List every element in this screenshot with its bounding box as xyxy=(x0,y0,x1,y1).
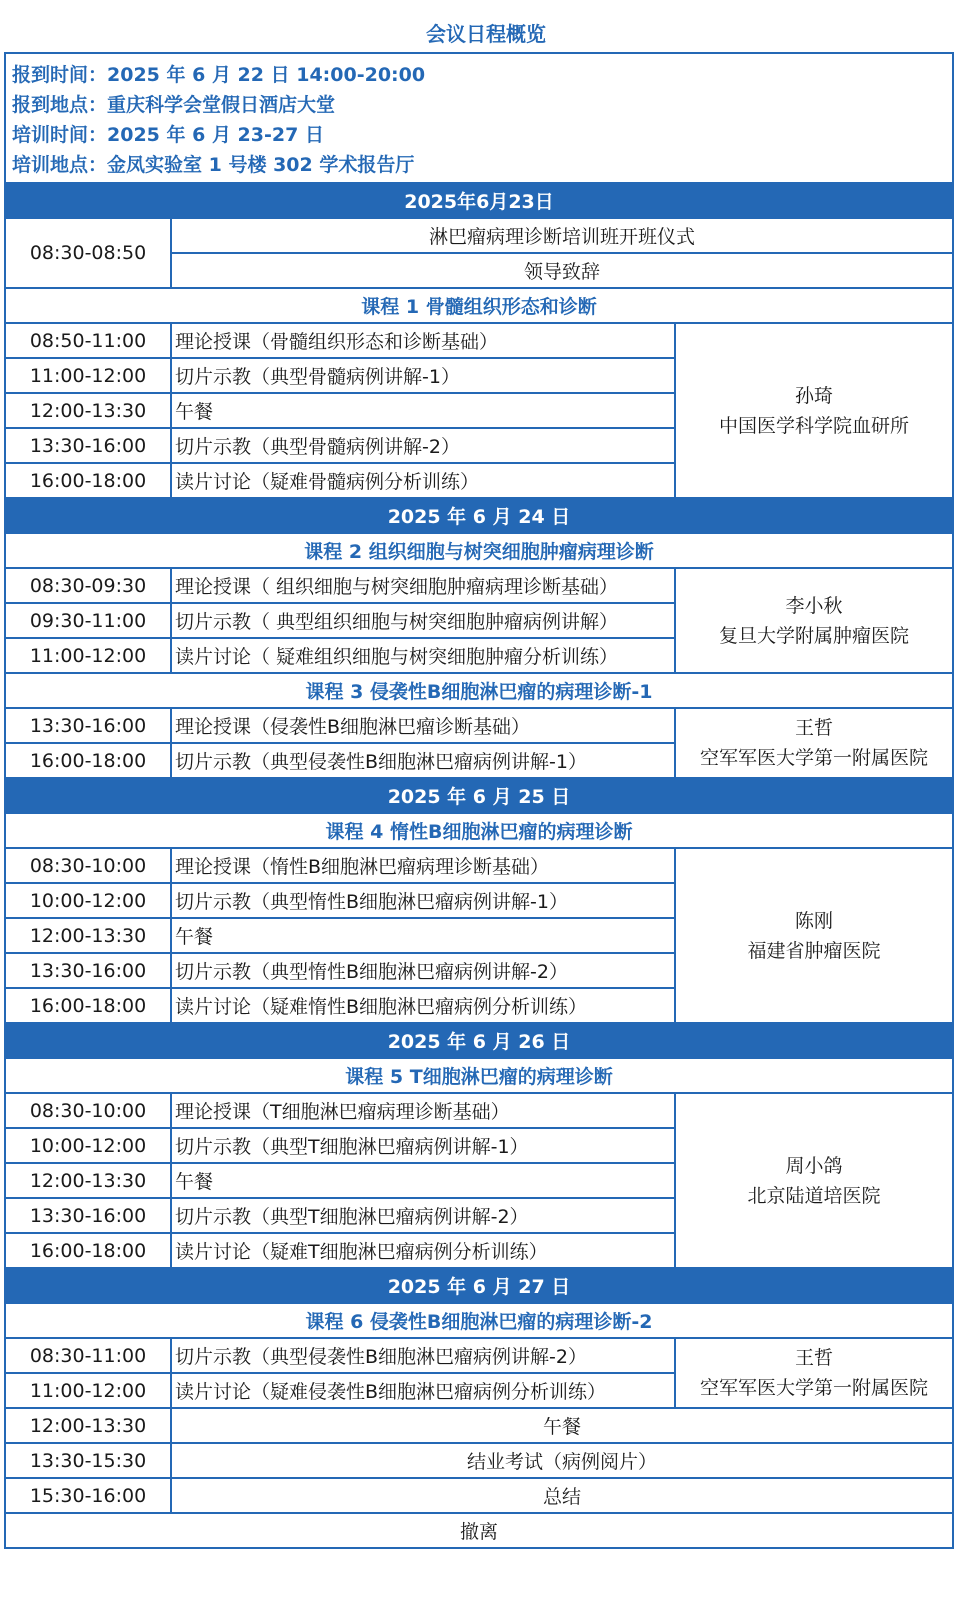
closing-row xyxy=(5,1513,953,1548)
checkin-location: 报到地点：重庆科学会堂假日酒店大堂 xyxy=(12,94,336,116)
time-cell: 13:30-16:00 xyxy=(5,1198,171,1233)
speaker-cell xyxy=(675,848,953,1023)
activity-cell: 读片讨论（ 疑难组织细胞与树突细胞肿瘤分析训练） xyxy=(171,638,675,673)
time-cell: 10:00-12:00 xyxy=(5,1128,171,1163)
course-row xyxy=(5,288,953,323)
schedule-row xyxy=(5,568,953,603)
activity-cell: 理论授课（侵袭性B细胞淋巴瘤诊断基础） xyxy=(171,708,675,743)
day-header: 2025 年 6 月 27 日 xyxy=(5,1268,953,1303)
day-header-row xyxy=(5,1023,953,1058)
activity-cell: 午餐 xyxy=(171,1163,675,1198)
time-cell: 16:00-18:00 xyxy=(5,988,171,1023)
activity-cell: 理论授课（骨髓组织形态和诊断基础） xyxy=(171,323,675,358)
schedule-row xyxy=(5,848,953,883)
speaker-name: 陈刚 xyxy=(795,909,834,932)
activity-cell: 午餐 xyxy=(171,918,675,953)
info-block xyxy=(5,53,953,183)
day-header-row xyxy=(5,778,953,813)
speaker-org: 北京陆道培医院 xyxy=(747,1184,881,1207)
activity-cell: 理论授课（T细胞淋巴瘤病理诊断基础） xyxy=(171,1093,675,1128)
time-cell: 12:00-13:30 xyxy=(5,393,171,428)
time-cell: 11:00-12:00 xyxy=(5,638,171,673)
time-cell: 13:30-16:00 xyxy=(5,428,171,463)
time-cell: 09:30-11:00 xyxy=(5,603,171,638)
day-header: 2025 年 6 月 24 日 xyxy=(5,498,953,533)
speaker-cell xyxy=(675,1338,953,1408)
schedule-row xyxy=(5,1478,953,1513)
schedule-row xyxy=(5,1093,953,1128)
schedule-row xyxy=(5,708,953,743)
day-header: 2025 年 6 月 26 日 xyxy=(5,1023,953,1058)
activity-cell: 切片示教（典型侵袭性B细胞淋巴瘤病例讲解-1） xyxy=(171,743,675,778)
speaker-name: 孙琦 xyxy=(795,384,834,407)
speaker-cell xyxy=(675,568,953,673)
schedule-row xyxy=(5,1408,953,1443)
time-cell: 13:30-16:00 xyxy=(5,953,171,988)
course-title: 课程 1 骨髓组织形态和诊断 xyxy=(5,288,953,323)
speaker-cell xyxy=(675,1093,953,1268)
course-row xyxy=(5,1303,953,1338)
speaker-org: 复旦大学附属肿瘤医院 xyxy=(719,624,910,647)
time-cell: 10:00-12:00 xyxy=(5,883,171,918)
activity-cell: 切片示教（典型惰性B细胞淋巴瘤病例讲解-1） xyxy=(171,883,675,918)
leader-speech: 领导致辞 xyxy=(171,253,953,288)
info-block-row xyxy=(5,53,953,183)
time-cell: 12:00-13:30 xyxy=(5,918,171,953)
schedule-table xyxy=(4,52,954,1549)
time-cell: 08:50-11:00 xyxy=(5,323,171,358)
time-cell: 08:30-08:50 xyxy=(5,218,171,288)
checkin-time: 报到时间：2025 年 6 月 22 日 14:00-20:00 xyxy=(12,64,426,86)
speaker-org: 空军军医大学第一附属医院 xyxy=(700,747,929,769)
speaker-cell xyxy=(675,323,953,498)
activity-cell: 切片示教（典型骨髓病例讲解-2） xyxy=(171,428,675,463)
activity-cell: 切片示教（典型T细胞淋巴瘤病例讲解-1） xyxy=(171,1128,675,1163)
course-row xyxy=(5,813,953,848)
course-row xyxy=(5,533,953,568)
speaker-org: 空军军医大学第一附属医院 xyxy=(700,1377,929,1399)
course-title: 课程 3 侵袭性B细胞淋巴瘤的病理诊断-1 xyxy=(5,673,953,708)
activity-cell: 午餐 xyxy=(171,393,675,428)
time-cell: 13:30-16:00 xyxy=(5,708,171,743)
schedule-row xyxy=(5,1338,953,1373)
course-row xyxy=(5,1058,953,1093)
time-cell: 11:00-12:00 xyxy=(5,1373,171,1408)
time-cell: 08:30-09:30 xyxy=(5,568,171,603)
training-time: 培训时间：2025 年 6 月 23-27 日 xyxy=(12,124,324,146)
speaker-name: 李小秋 xyxy=(785,594,843,617)
closing-cell: 撤离 xyxy=(5,1513,953,1548)
activity-cell: 读片讨论（疑难惰性B细胞淋巴瘤病例分析训练） xyxy=(171,988,675,1023)
course-title: 课程 5 T细胞淋巴瘤的病理诊断 xyxy=(5,1058,953,1093)
activity-cell: 切片示教（典型惰性B细胞淋巴瘤病例讲解-2） xyxy=(171,953,675,988)
speaker-org: 福建省肿瘤医院 xyxy=(747,939,881,962)
time-cell: 08:30-10:00 xyxy=(5,848,171,883)
speaker-name: 周小鸽 xyxy=(785,1154,843,1177)
activity-cell: 理论授课（惰性B细胞淋巴瘤病理诊断基础） xyxy=(171,848,675,883)
schedule-row xyxy=(5,1443,953,1478)
activity-cell: 结业考试（病例阅片） xyxy=(171,1443,953,1478)
time-cell: 12:00-13:30 xyxy=(5,1163,171,1198)
speaker-name: 王哲 xyxy=(795,1347,834,1369)
day-header-row xyxy=(5,183,953,218)
activity-cell: 切片示教（典型T细胞淋巴瘤病例讲解-2） xyxy=(171,1198,675,1233)
opening-row xyxy=(5,218,953,253)
day-header: 2025 年 6 月 25 日 xyxy=(5,778,953,813)
time-cell: 12:00-13:30 xyxy=(5,1408,171,1443)
speaker-cell xyxy=(675,708,953,778)
time-cell: 08:30-11:00 xyxy=(5,1338,171,1373)
day-header-row xyxy=(5,498,953,533)
training-location: 培训地点：金凤实验室 1 号楼 302 学术报告厅 xyxy=(12,154,415,176)
page-title: 会议日程概览 xyxy=(426,22,546,46)
time-cell: 13:30-15:30 xyxy=(5,1443,171,1478)
course-title: 课程 2 组织细胞与树突细胞肿瘤病理诊断 xyxy=(5,533,953,568)
course-row xyxy=(5,673,953,708)
activity-cell: 切片示教（ 典型组织细胞与树突细胞肿瘤病例讲解） xyxy=(171,603,675,638)
time-cell: 16:00-18:00 xyxy=(5,1233,171,1268)
activity-cell: 午餐 xyxy=(171,1408,953,1443)
activity-cell: 切片示教（典型骨髓病例讲解-1） xyxy=(171,358,675,393)
course-title: 课程 6 侵袭性B细胞淋巴瘤的病理诊断-2 xyxy=(5,1303,953,1338)
speaker-name: 王哲 xyxy=(795,717,834,739)
activity-cell: 读片讨论（疑难骨髓病例分析训练） xyxy=(171,463,675,498)
time-cell: 08:30-10:00 xyxy=(5,1093,171,1128)
day-header-row xyxy=(5,1268,953,1303)
time-cell: 15:30-16:00 xyxy=(5,1478,171,1513)
course-title: 课程 4 惰性B细胞淋巴瘤的病理诊断 xyxy=(5,813,953,848)
day-header: 2025年6月23日 xyxy=(5,183,953,218)
time-cell: 16:00-18:00 xyxy=(5,463,171,498)
schedule-row xyxy=(5,323,953,358)
speaker-org: 中国医学科学院血研所 xyxy=(719,414,910,437)
activity-cell: 读片讨论（疑难T细胞淋巴瘤病例分析训练） xyxy=(171,1233,675,1268)
time-cell: 11:00-12:00 xyxy=(5,358,171,393)
activity-cell: 读片讨论（疑难侵袭性B细胞淋巴瘤病例分析训练） xyxy=(171,1373,675,1408)
activity-cell: 理论授课（ 组织细胞与树突细胞肿瘤病理诊断基础） xyxy=(171,568,675,603)
activity-cell: 切片示教（典型侵袭性B细胞淋巴瘤病例讲解-2） xyxy=(171,1338,675,1373)
time-cell: 16:00-18:00 xyxy=(5,743,171,778)
opening-ceremony: 淋巴瘤病理诊断培训班开班仪式 xyxy=(171,218,953,253)
activity-cell: 总结 xyxy=(171,1478,953,1513)
